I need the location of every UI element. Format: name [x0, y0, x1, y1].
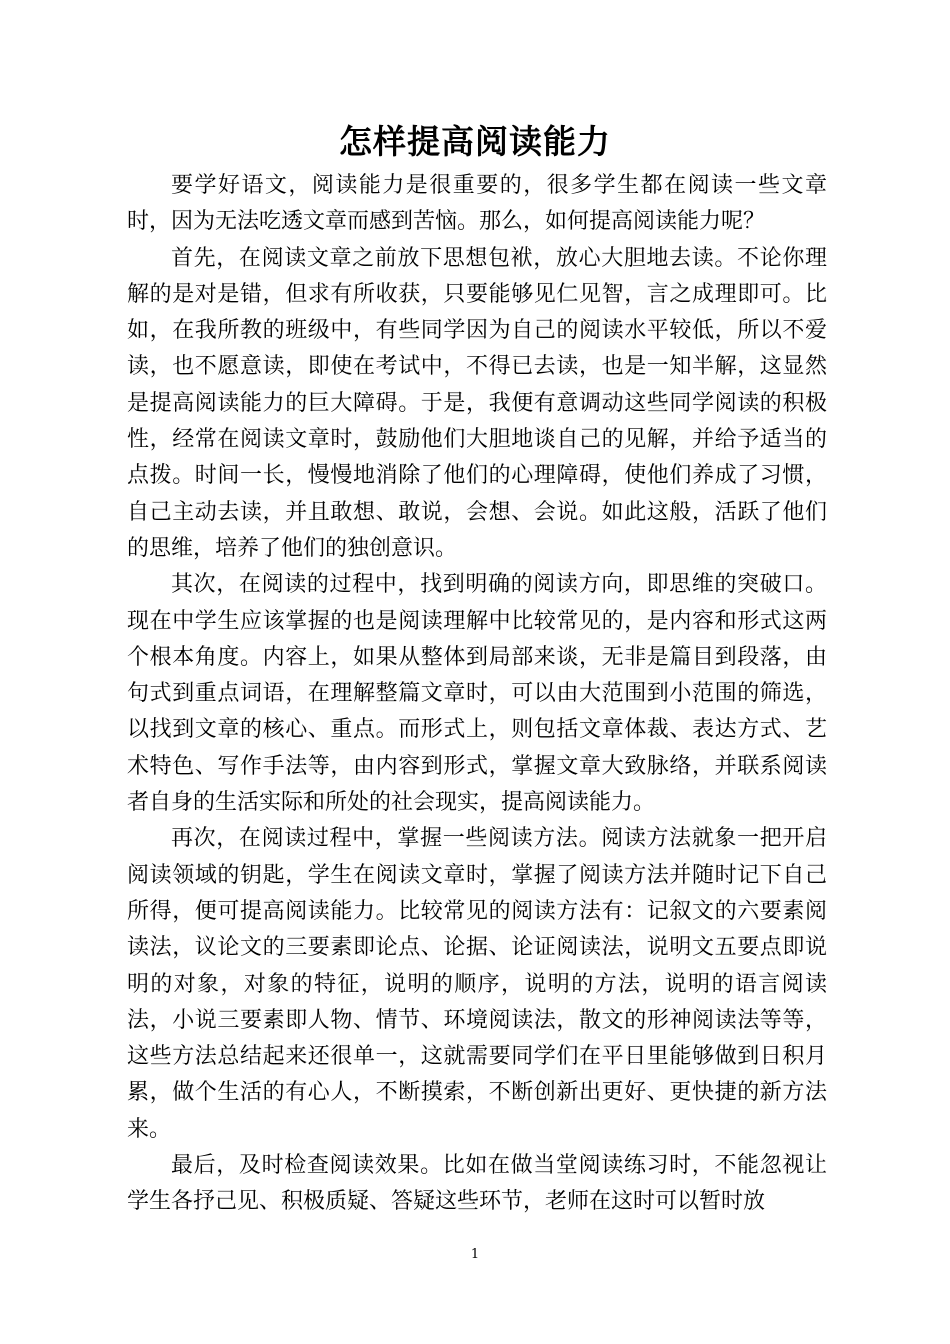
paragraph-second: 其次，在阅读的过程中，找到明确的阅读方向，即思维的突破口。现在中学生应该掌握的也是阅读理解中比较常见的，是内容和形式这两个根本角度。内容上，如果从整体到局部来谈，无非是篇目到段落，由句式到重点词语，在理解整篇文章时，可以由大范围到小范围的筛选，以找到文章的核心、重点。而形式上，则包括文章体裁、表达方式、艺术特色、写作手法等，由内容到形式，掌握文章大致脉络，并联系阅读者自身的生活实际和所处的社会现实，提高阅读能力。	[127, 572, 827, 816]
document-title: 怎样提高阅读能力	[339, 122, 611, 161]
paragraph-last: 最后，及时检查阅读效果。比如在做当堂阅读练习时，不能忽视让学生各抒己见、积极质疑、答疑这些环节，老师在这时可以暂时放	[127, 1153, 827, 1215]
page-number: 1	[470, 1247, 480, 1262]
paragraph-intro: 要学好语文，阅读能力是很重要的，很多学生都在阅读一些文章时，因为无法吃透文章而感到苦恼。那么，如何提高阅读能力呢？	[127, 173, 827, 235]
document-body	[127, 168, 827, 1221]
paragraph-first: 首先，在阅读文章之前放下思想包袱，放心大胆地去读。不论你理解的是对是错，但求有所收获，只要能够见仁见智，言之成理即可。比如，在我所教的班级中，有些同学因为自己的阅读水平较低，所以不爱读，也不愿意读，即使在考试中，不得已去读，也是一知半解，这显然是提高阅读能力的巨大障碍。于是，我便有意调动这些同学阅读的积极性，经常在阅读文章时，鼓励他们大胆地谈自己的见解，并给予适当的点拨。时间一长，慢慢地消除了他们的心理障碍，使他们养成了习惯，自己主动去读，并且敢想、敢说，会想、会说。如此这般，活跃了他们的思维，培养了他们的独创意识。	[127, 245, 827, 561]
paragraph-third: 再次，在阅读过程中，掌握一些阅读方法。阅读方法就象一把开启阅读领域的钥匙，学生在阅读文章时，掌握了阅读方法并随时记下自己所得，便可提高阅读能力。比较常见的阅读方法有：记叙文的六要素阅读法，议论文的三要素即论点、论据、论证阅读法，说明文五要点即说明的对象，对象的特征，说明的顺序，说明的方法，说明的语言阅读法，小说三要素即人物、情节、环境阅读法，散文的形神阅读法等等，这些方法总结起来还很单一，这就需要同学们在平日里能够做到日积月累，做个生活的有心人，不断摸索，不断创新出更好、更快捷的新方法来。	[127, 826, 827, 1142]
